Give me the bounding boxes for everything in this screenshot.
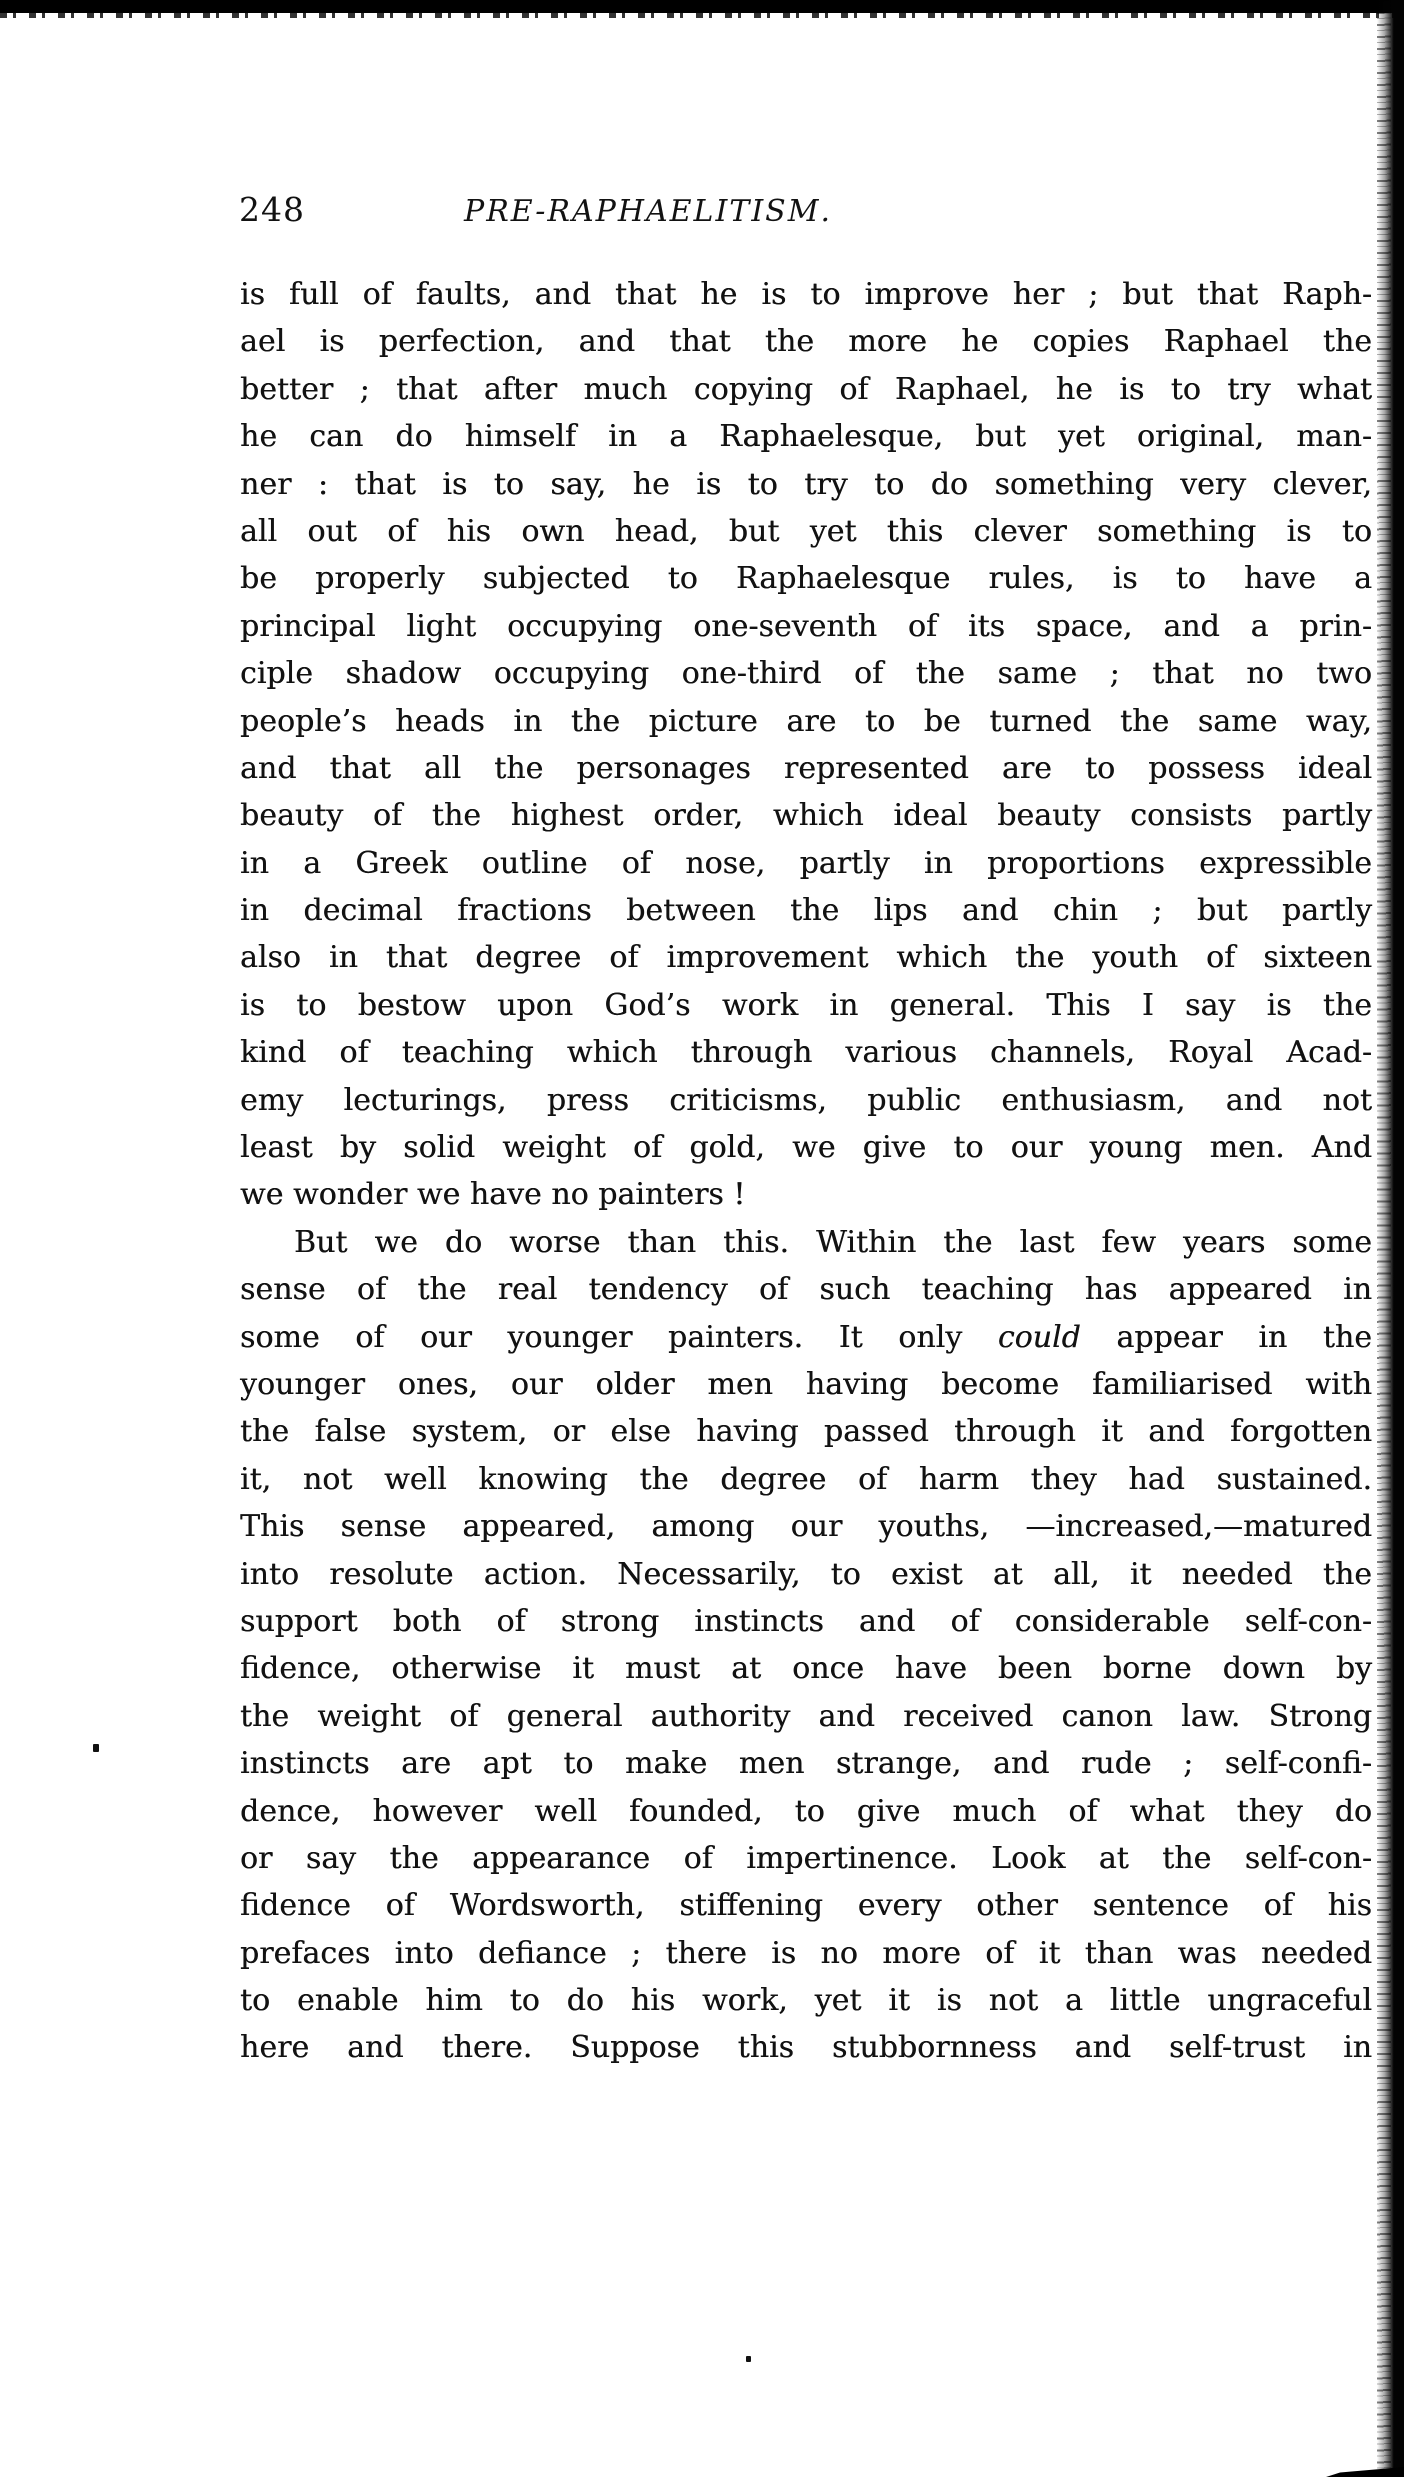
text-line: sense of the real tendency of such teaching has appeared in: [240, 1272, 1372, 1308]
text-line: all out of his own head, but yet this clever something is to: [240, 513, 1372, 549]
text-line: the false system, or else having passed through it and forgotten: [240, 1414, 1372, 1450]
text-line: dence, however well founded, to give much of what they do: [240, 1793, 1372, 1829]
text-line: is to bestow upon God’s work in general. This I say is the: [240, 987, 1372, 1023]
text-line: he can do himself in a Raphaelesque, but yet original, man-: [240, 419, 1372, 455]
text-line: to enable him to do his work, yet it is not a little ungraceful: [240, 1983, 1372, 2019]
text-line: is full of faults, and that he is to improve her ; but that Raph-: [240, 277, 1372, 312]
text-line: in a Greek outline of nose, partly in proportions expressible: [240, 845, 1372, 881]
text-line: support both of strong instincts and of considerable self-con-: [240, 1603, 1372, 1639]
text-line: least by solid weight of gold, we give to our young men. And: [240, 1130, 1372, 1166]
text-line: or say the appearance of impertinence. Look at the self-con-: [240, 1840, 1372, 1876]
body-text: [240, 271, 1372, 2072]
text-line: fidence, otherwise it must at once have been borne down by: [240, 1651, 1372, 1687]
text-line: people’s heads in the picture are to be turned the same way,: [240, 703, 1372, 739]
text-line: in decimal fractions between the lips and chin ; but partly: [240, 893, 1372, 929]
text-line: it, not well knowing the degree of harm they had sustained.: [240, 1461, 1372, 1497]
scan-bottom-right-corner: [1326, 2467, 1404, 2477]
text-line: into resolute action. Necessarily, to exist at all, it needed the: [240, 1556, 1372, 1592]
text-line: This sense appeared, among our youths, —increased,—matured: [240, 1509, 1372, 1545]
page-number: 248: [239, 190, 305, 229]
text-line: better ; that after much copying of Raphael, he is to try what: [240, 371, 1372, 407]
text-line: But we do worse than this. Within the last few years some: [294, 1224, 1372, 1260]
text-line: ner : that is to say, he is to try to do something very clever,: [240, 466, 1372, 502]
text-line: here and there. Suppose this stubbornness and self-trust in: [240, 2030, 1372, 2066]
text-line: some of our younger painters. It only could appear in the: [240, 1319, 1372, 1355]
scan-right-edge: [1377, 0, 1404, 2477]
text-line: also in that degree of improvement which the youth of sixteen: [240, 940, 1372, 976]
text-line: principal light occupying one-seventh of its space, and a prin-: [240, 608, 1372, 644]
ink-speck: [93, 1744, 99, 1752]
text-line: ciple shadow occupying one-third of the same ; that no two: [240, 656, 1372, 692]
running-head-title: PRE-RAPHAELITISM.: [464, 194, 832, 229]
text-line: we wonder we have no painters !: [240, 1177, 746, 1213]
text-line: emy lecturings, press criticisms, public enthusiasm, and not: [240, 1082, 1372, 1118]
text-line: the weight of general authority and received canon law. Strong: [240, 1698, 1372, 1734]
text-line: fidence of Wordsworth, stiffening every other sentence of his: [240, 1888, 1372, 1924]
text-line: and that all the personages represented are to possess ideal: [240, 750, 1372, 786]
ink-speck: [746, 2356, 751, 2362]
text-line: instincts are apt to make men strange, and rude ; self-confi-: [240, 1746, 1372, 1782]
text-line: prefaces into defiance ; there is no more of it than was needed: [240, 1935, 1372, 1971]
text-line: be properly subjected to Raphaelesque rules, is to have a: [240, 561, 1372, 597]
text-line: beauty of the highest order, which ideal beauty consists partly: [240, 798, 1372, 834]
text-line: kind of teaching which through various channels, Royal Acad-: [240, 1035, 1372, 1071]
scan-top-edge: [0, 0, 1404, 13]
text-line: younger ones, our older men having become familiarised with: [240, 1366, 1372, 1402]
text-line: ael is perfection, and that the more he copies Raphael the: [240, 324, 1372, 360]
